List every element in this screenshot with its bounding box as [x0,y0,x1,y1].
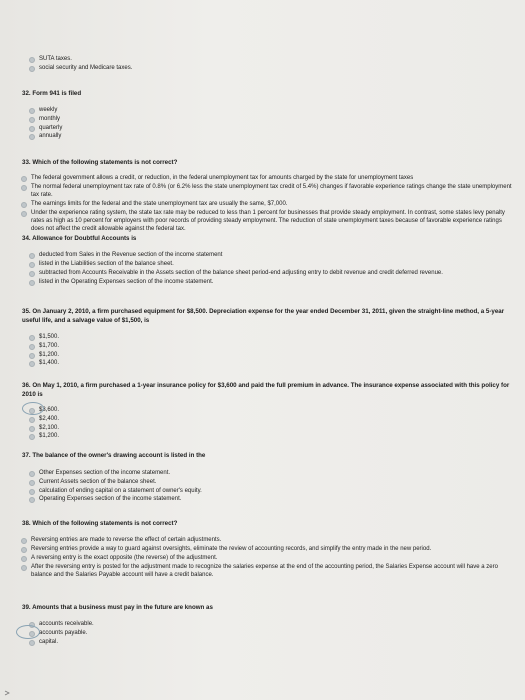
hand-drawn-circle [16,625,40,639]
option[interactable]: Current Assets section of the balance sheet. [28,478,515,487]
question-text: 34. Allowance for Doubtful Accounts is [22,235,137,242]
option[interactable]: $1,200. [28,351,515,360]
option[interactable]: $1,200. [28,432,515,441]
question-34-options [28,251,515,287]
option[interactable]: listed in the Liabilities section of the balance sheet. [28,260,515,268]
radio-icon[interactable] [29,126,35,132]
question-39-options [28,620,515,646]
radio-icon[interactable] [29,253,35,259]
option[interactable]: Reversing entries provide a way to guard against oversights, eliminate the review of accounting records, and simplify the entry made in the new period. [20,545,515,553]
question-text: 33. Which of the following statements is not correct? [22,159,178,166]
option[interactable]: deducted from Sales in the Revenue section of the income statement [28,251,515,259]
question-33-options [20,174,515,234]
radio-icon[interactable] [29,335,35,341]
radio-icon[interactable] [29,434,35,440]
carryover-options [28,55,515,73]
option[interactable]: accounts payable. [28,629,515,638]
option[interactable]: Under the experience rating system, the state tax rate may be reduced to less than 1 percent for businesses that provide steady employment. In contrast, some states levy penalty rates as high as 10 percent for employers with poor records of providing steady employment. The reduction of state unemployment taxes because of favorable experience ratings does not affect the credit allowable against the federal tax. [20,209,515,233]
radio-icon[interactable] [29,57,35,63]
question-text: 37. The balance of the owner's drawing account is listed in the [22,452,206,459]
option[interactable]: The earnings limits for the federal and the state unemployment tax are usually the same, $7,000. [20,200,515,208]
radio-icon[interactable] [29,66,35,72]
question-34 [22,234,515,243]
option[interactable]: $1,700. [28,342,515,351]
option[interactable]: accounts receivable. [28,620,515,629]
option[interactable]: Operating Expenses section of the income statement. [28,495,515,504]
radio-icon[interactable] [29,417,35,423]
option[interactable]: The normal federal unemployment tax rate of 0.8% (or 6.2% less the state unemployment tax credit of 5.4%) changes if favorable experience ratings change the state unemployment tax rate. [20,183,515,199]
option[interactable]: monthly [28,115,515,124]
radio-icon[interactable] [21,202,27,208]
radio-icon[interactable] [29,117,35,123]
question-37 [22,451,515,460]
radio-icon[interactable] [21,565,27,571]
option[interactable]: quarterly [28,124,515,133]
radio-icon[interactable] [29,471,35,477]
option[interactable]: social security and Medicare taxes. [28,64,515,73]
corner-arrow-icon [4,690,10,696]
radio-icon[interactable] [29,640,35,646]
option[interactable]: After the reversing entry is posted for the adjustment made to recognize the salaries expense at the end of the accounting period, the Salaries Expense account will have a zero balance and the Salaries Payable account will have a credit balance. [20,563,515,579]
question-33 [22,158,515,167]
option[interactable]: $2,400. [28,415,515,424]
radio-icon[interactable] [21,185,27,191]
question-36 [22,381,515,399]
option[interactable]: listed in the Operating Expenses section of the income statement. [28,278,515,286]
radio-icon[interactable] [29,489,35,495]
radio-icon[interactable] [29,134,35,140]
question-text: 36. On May 1, 2010, a firm purchased a 1-year insurance policy for $3,600 and paid the full premium in advance. The insurance expense associated with this policy for 2010 is [22,382,510,398]
option[interactable]: capital. [28,638,515,647]
question-38 [22,519,515,528]
question-text: 35. On January 2, 2010, a firm purchased equipment for $8,500. Depreciation expense for the year ended December 31, 2011, given the straight-line method, a 5-year useful life, and a salvage value of $1,500, is [22,308,505,324]
option[interactable]: subtracted from Accounts Receivable in the Assets section of the balance sheet period-end adjusting entry to debit revenue and credit deferred revenue. [28,269,515,277]
question-text: 32. Form 941 is filed [22,90,82,97]
option[interactable]: weekly [28,106,515,115]
option[interactable]: SUTA taxes. [28,55,515,64]
question-32 [22,89,515,98]
option[interactable]: $1,500. [28,333,515,342]
option[interactable]: $1,400. [28,359,515,368]
option[interactable]: $3,600. [28,406,515,415]
question-32-options [28,106,515,141]
option[interactable]: The federal government allows a credit, or reduction, in the federal unemployment tax for amounts charged by the state for unemployment taxes [20,174,515,182]
radio-icon[interactable] [29,262,35,268]
question-36-options [28,406,515,441]
radio-icon[interactable] [21,538,27,544]
option[interactable]: $2,100. [28,424,515,433]
radio-icon[interactable] [29,280,35,286]
radio-icon[interactable] [29,108,35,114]
radio-icon[interactable] [21,547,27,553]
question-39 [22,603,515,612]
radio-icon[interactable] [29,361,35,367]
question-38-options [20,536,515,580]
option[interactable]: calculation of ending capital on a statement of owner's equity. [28,487,515,496]
question-text: 38. Which of the following statements is not correct? [22,520,178,527]
radio-icon[interactable] [29,344,35,350]
radio-icon[interactable] [29,426,35,432]
radio-icon[interactable] [29,480,35,486]
hand-drawn-circle [22,402,44,415]
question-35 [22,307,515,325]
radio-icon[interactable] [29,353,35,359]
radio-icon[interactable] [21,176,27,182]
option[interactable]: Reversing entries are made to reverse the effect of certain adjustments. [20,536,515,544]
question-37-options [28,469,515,504]
radio-icon[interactable] [21,556,27,562]
radio-icon[interactable] [29,497,35,503]
radio-icon[interactable] [29,271,35,277]
option[interactable]: Other Expenses section of the income statement. [28,469,515,478]
option[interactable]: annually [28,132,515,141]
radio-icon[interactable] [21,211,27,217]
option[interactable]: A reversing entry is the exact opposite (the reverse) of the adjustment. [20,554,515,562]
question-35-options [28,333,515,368]
question-text: 39. Amounts that a business must pay in the future are known as [22,604,213,611]
